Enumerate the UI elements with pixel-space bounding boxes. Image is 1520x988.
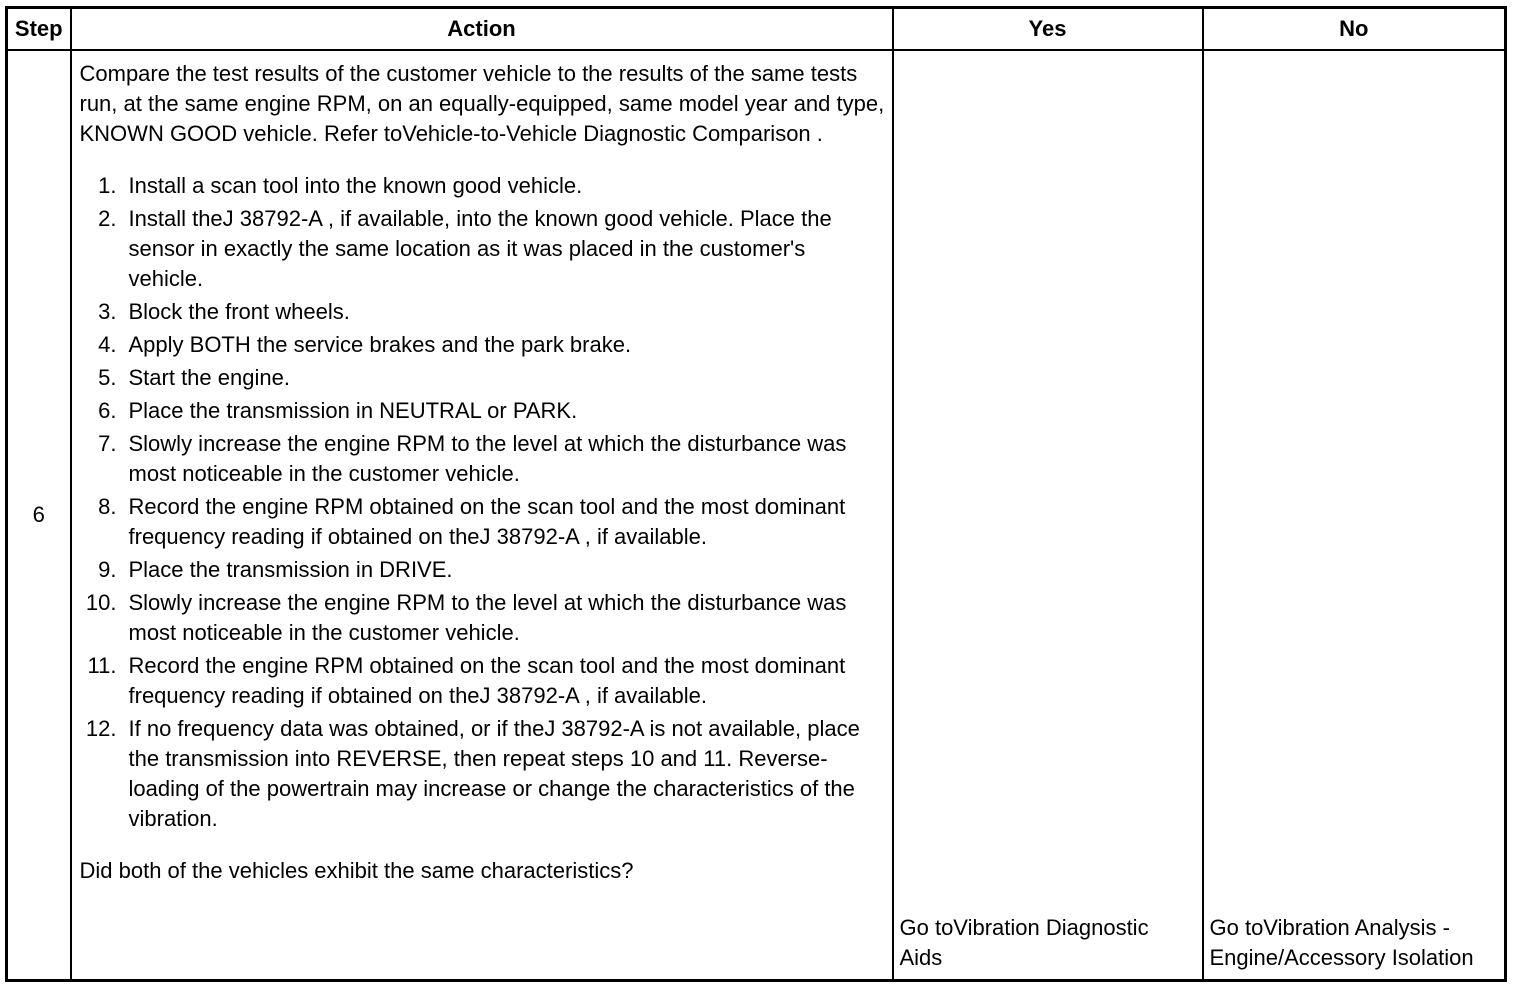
list-item-text: Install a scan tool into the known good vehicle. xyxy=(128,173,583,198)
list-item-number: 2. xyxy=(98,206,117,231)
list-item-number: 9. xyxy=(98,557,117,582)
diagnostic-table xyxy=(5,6,1507,982)
list-item-number: 8. xyxy=(98,494,117,519)
table-row xyxy=(7,50,1506,981)
header-step: Step xyxy=(7,8,71,51)
list-item-text: Place the transmission in NEUTRAL or PARK. xyxy=(128,398,578,423)
action-question: Did both of the vehicles exhibit the same characteristics? xyxy=(79,858,634,883)
list-item-number: 12. xyxy=(85,716,117,741)
header-action: Action xyxy=(71,8,893,51)
list-item-number: 3. xyxy=(98,299,117,324)
list-item-number: 6. xyxy=(98,398,117,423)
list-item-text: If no frequency data was obtained, or if theJ 38792-A is not available, place the transmission into REVERSE, then repeat steps 10 and 11. Reverse-loading of the powertrain may increase or change the characteristics of the vibration. xyxy=(128,716,860,831)
header-row xyxy=(7,8,1506,51)
list-item xyxy=(80,171,886,201)
no-result: Go toVibration Analysis - Engine/Accessory Isolation xyxy=(1203,50,1506,981)
list-item xyxy=(80,204,886,294)
list-item-text: Record the engine RPM obtained on the scan tool and the most dominant frequency reading if obtained on theJ 38792-A , if available. xyxy=(128,494,846,549)
header-no: No xyxy=(1203,8,1506,51)
list-item-text: Record the engine RPM obtained on the scan tool and the most dominant frequency reading if obtained on theJ 38792-A , if available. xyxy=(128,653,846,708)
list-item xyxy=(80,330,886,360)
list-item-text: Install theJ 38792-A , if available, into the known good vehicle. Place the sensor in exactly the same location as it was placed in the customer's vehicle. xyxy=(128,206,832,291)
action-cell xyxy=(71,50,893,981)
list-item-number: 11. xyxy=(87,653,117,678)
yes-result: Go toVibration Diagnostic Aids xyxy=(893,50,1203,981)
list-item-number: 7. xyxy=(98,431,117,456)
list-item-text: Place the transmission in DRIVE. xyxy=(128,557,453,582)
list-item xyxy=(80,588,886,648)
action-intro: Compare the test results of the customer vehicle to the results of the same tests run, at the same engine RPM, on an equally-equipped, same model year and type, KNOWN GOOD vehicle. Refer toVehicle-to-Vehicle Diagnostic Comparison . xyxy=(79,61,885,146)
list-item-text: Slowly increase the engine RPM to the level at which the disturbance was most noticeable in the customer vehicle. xyxy=(128,431,847,486)
step-number: 6 xyxy=(7,50,71,981)
header-yes: Yes xyxy=(893,8,1203,51)
list-item xyxy=(80,555,886,585)
list-item xyxy=(80,363,886,393)
list-item-number: 10. xyxy=(85,590,117,615)
list-item xyxy=(80,714,886,834)
list-item xyxy=(80,492,886,552)
list-item-text: Apply BOTH the service brakes and the park brake. xyxy=(128,332,632,357)
list-item-text: Slowly increase the engine RPM to the level at which the disturbance was most noticeable in the customer vehicle. xyxy=(128,590,847,645)
list-item xyxy=(80,429,886,489)
list-item xyxy=(80,396,886,426)
list-item xyxy=(80,651,886,711)
list-item-text: Start the engine. xyxy=(128,365,290,390)
action-steps-list xyxy=(80,171,886,834)
list-item-number: 1. xyxy=(98,173,117,198)
list-item-text: Block the front wheels. xyxy=(128,299,350,324)
list-item-number: 5. xyxy=(98,365,117,390)
list-item xyxy=(80,297,886,327)
list-item-number: 4. xyxy=(98,332,117,357)
